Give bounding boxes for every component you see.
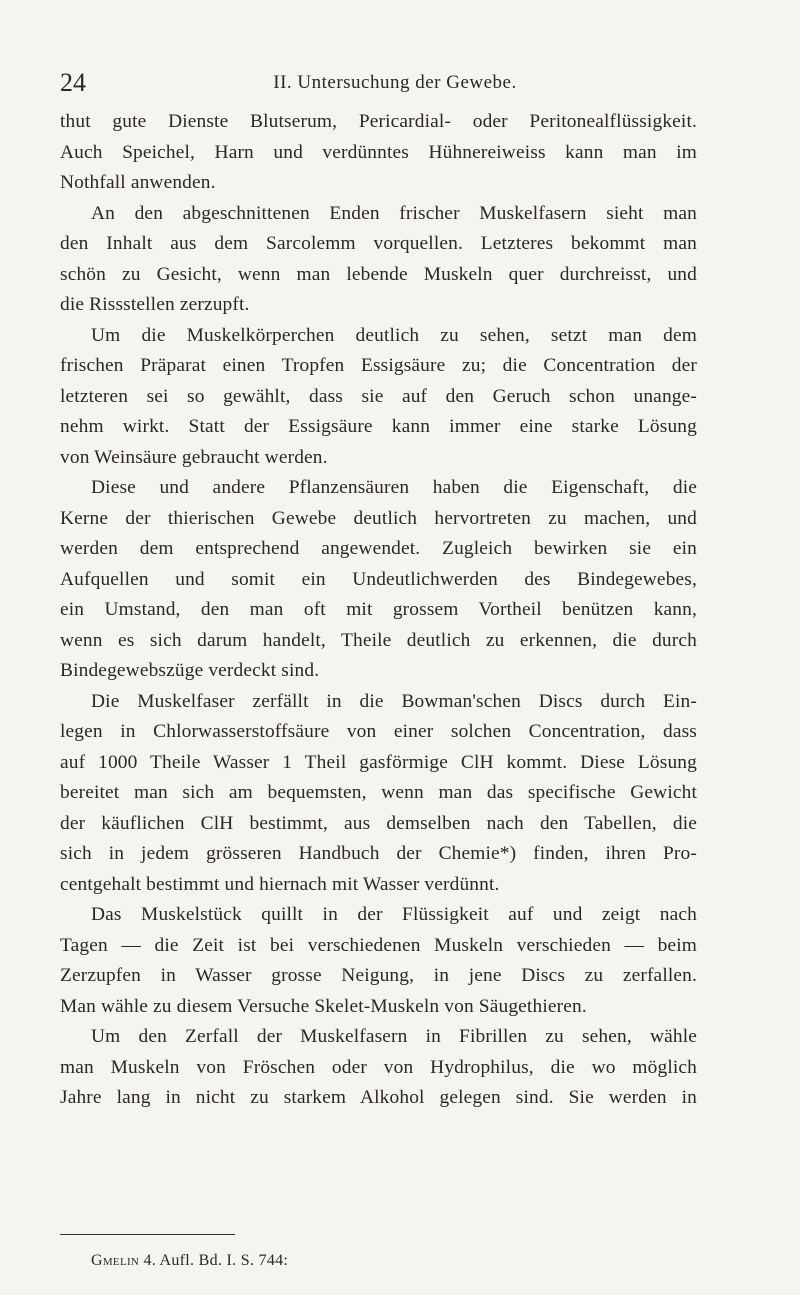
text-line: Diese und andere Pflanzensäuren haben die Eigenschaft, die bbox=[91, 477, 697, 498]
text-line: Zerzupfen in Wasser grosse Neigung, in jene Discs zu zerfallen. bbox=[60, 965, 697, 986]
running-head: II. Untersuchung der Gewebe. bbox=[273, 72, 517, 93]
text-line: auf 1000 Theile Wasser 1 Theil gasförmige ClH kommt. Diese Lösung bbox=[60, 751, 697, 773]
text-line: Die Muskelfaser zerfällt in die Bowman'schen Discs durch Ein- bbox=[91, 690, 697, 712]
text-line: Aufquellen und somit ein Undeutlichwerden des Bindegewebes, bbox=[60, 568, 697, 590]
text-line: Auch Speichel, Harn und verdünntes Hühnereiweiss kann man im bbox=[60, 141, 697, 163]
text-line: frischen Präparat einen Tropfen Essigsäure zu; die Concentration der bbox=[60, 355, 697, 376]
text-line: letzteren sei so gewählt, dass sie auf den Geruch schon unange- bbox=[60, 385, 697, 407]
text-line: die Rissstellen zerzupft. bbox=[60, 294, 250, 315]
text-line: legen in Chlorwasserstoffsäure von einer solchen Concentration, dass bbox=[60, 721, 697, 742]
page-number: 24 bbox=[60, 68, 86, 97]
text-line: An den abgeschnittenen Enden frischer Muskelfasern sieht man bbox=[91, 202, 697, 224]
text-line: der käuflichen ClH bestimmt, aus demselben nach den Tabellen, die bbox=[60, 812, 697, 834]
footnote bbox=[91, 1250, 288, 1272]
text-line: Nothfall anwenden. bbox=[60, 172, 216, 193]
text-line: bereitet man sich am bequemsten, wenn man das specifische Gewicht bbox=[60, 782, 697, 803]
text-line: sich in jedem grösseren Handbuch der Chemie*) finden, ihren Pro- bbox=[60, 843, 697, 864]
text-line: ein Umstand, den man oft mit grossem Vortheil benützen kann, bbox=[60, 599, 697, 620]
text-line: Um den Zerfall der Muskelfasern in Fibrillen zu sehen, wähle bbox=[91, 1026, 697, 1047]
text-line: werden dem entsprechend angewendet. Zugleich bewirken sie ein bbox=[60, 538, 697, 559]
text-line: Jahre lang in nicht zu starkem Alkohol gelegen sind. Sie werden in bbox=[60, 1087, 697, 1108]
text-line: wenn es sich darum handelt, Theile deutlich zu erkennen, die durch bbox=[60, 629, 697, 651]
text-line: Kerne der thierischen Gewebe deutlich hervortreten zu machen, und bbox=[60, 507, 697, 529]
footnote-author: Gmelin bbox=[91, 1252, 140, 1269]
text-line: Bindegewebszüge verdeckt sind. bbox=[60, 660, 320, 681]
footnote-reference: 4. Aufl. Bd. I. S. 744: bbox=[139, 1252, 289, 1269]
body-text bbox=[60, 107, 697, 1114]
text-line: nehm wirkt. Statt der Essigsäure kann immer eine starke Lösung bbox=[60, 416, 697, 437]
text-line: thut gute Dienste Blutserum, Pericardial- oder Peritonealflüssigkeit. bbox=[60, 111, 697, 132]
text-line: schön zu Gesicht, wenn man lebende Muskeln quer durchreisst, und bbox=[60, 263, 697, 285]
text-line: den Inhalt aus dem Sarcolemm vorquellen. Letzteres bekommt man bbox=[60, 233, 697, 254]
page-header bbox=[60, 68, 690, 98]
text-line: man Muskeln von Fröschen oder von Hydrophilus, die wo möglich bbox=[60, 1056, 697, 1078]
text-line: Um die Muskelkörperchen deutlich zu sehen, setzt man dem bbox=[91, 324, 697, 346]
text-line: von Weinsäure gebraucht werden. bbox=[60, 446, 328, 468]
text-line: Man wähle zu diesem Versuche Skelet-Muskeln von Säugethieren. bbox=[60, 995, 587, 1017]
footnote-rule bbox=[60, 1234, 235, 1235]
text-line: centgehalt bestimmt und hiernach mit Wasser verdünnt. bbox=[60, 873, 500, 895]
text-line: Tagen — die Zeit ist bei verschiedenen Muskeln verschieden — beim bbox=[60, 934, 697, 956]
text-line: Das Muskelstück quillt in der Flüssigkeit auf und zeigt nach bbox=[91, 904, 697, 925]
